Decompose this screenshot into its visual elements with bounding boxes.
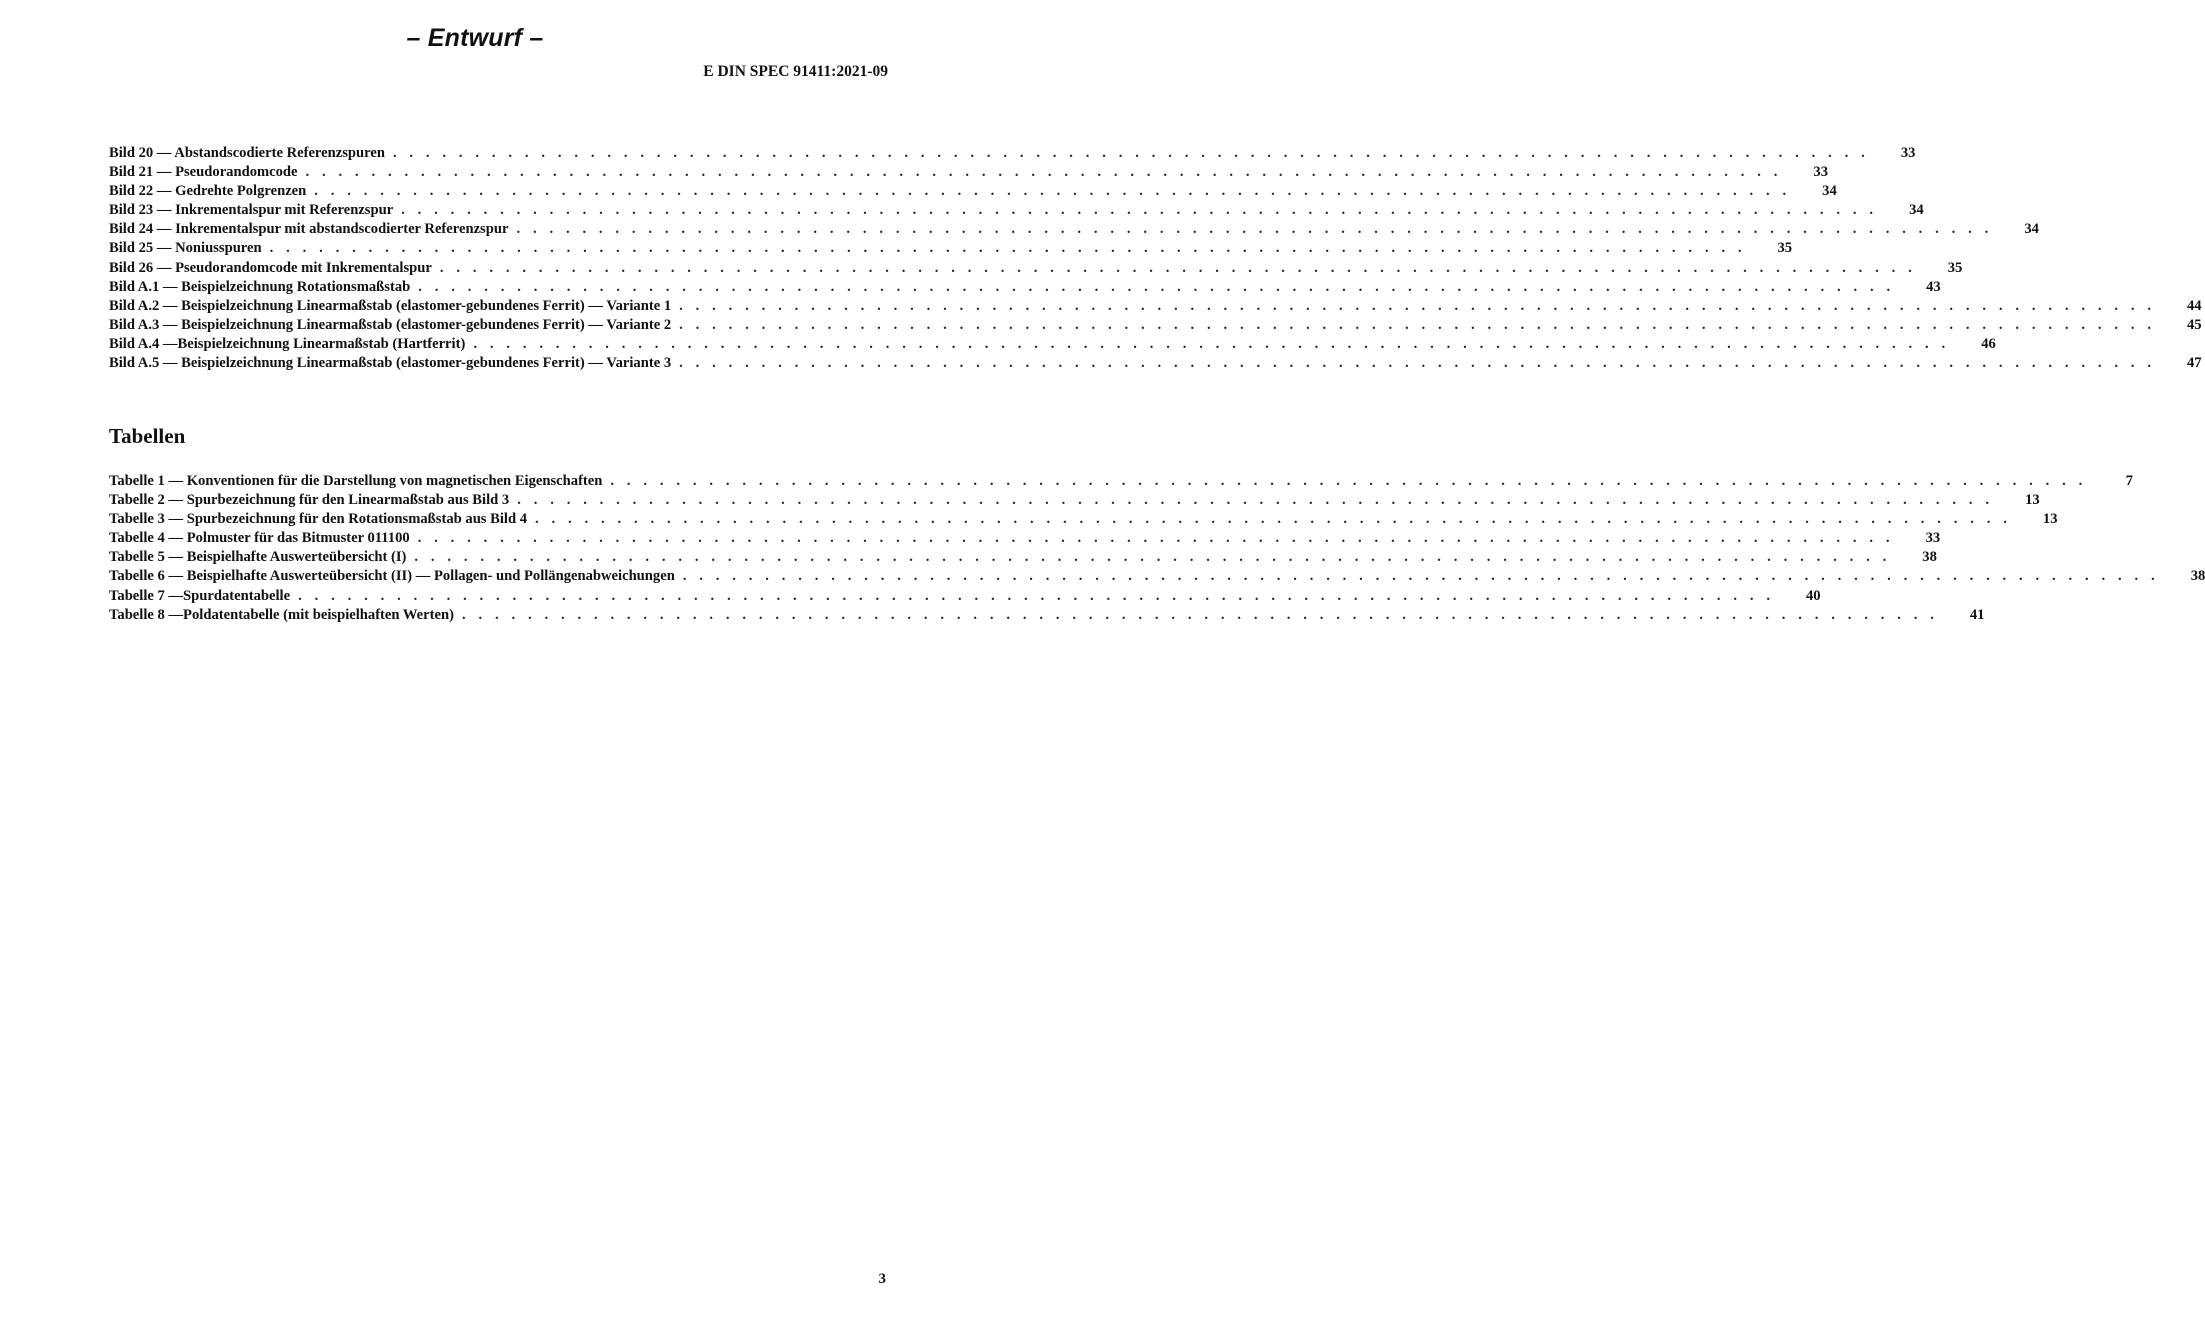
toc-entry-table[interactable] (109, 548, 1937, 567)
toc-entry-page: 35 (1947, 259, 1963, 276)
toc-entry-page: 33 (1900, 145, 1916, 161)
toc-entry-figure[interactable] (109, 201, 1924, 220)
toc-entry-figure[interactable] (109, 316, 2202, 335)
toc-entry-page: 35 (1777, 240, 1793, 257)
toc-entry-table[interactable] (109, 472, 2133, 491)
toc-entry-label: Tabelle 1 — Konventionen für die Darstellung von magnetischen Eigenschaften (109, 473, 603, 489)
toc-entry-label: Tabelle 3 — Spurbezeichnung für den Rotationsmaßstab aus Bild 4 (109, 511, 528, 528)
toc-entry-label: Bild 22 — Gedrehte Polgrenzen (109, 183, 307, 200)
toc-entry-figure[interactable] (109, 182, 1837, 201)
toc-entry-page: 45 (2187, 316, 2202, 333)
toc-entry-table[interactable] (109, 606, 1985, 625)
toc-entry-page: 13 (2042, 511, 2058, 528)
table-list (109, 472, 2205, 625)
toc-entry-page: 33 (1813, 164, 1828, 181)
toc-entry-label: Bild A.3 — Beispielzeichnung Linearmaßstab (elastomer-gebundenes Ferrit) — Variante 2 (109, 316, 672, 333)
dot-leader: . . . . . . . . . . . . . . . . . . . . . . . . . . . . . . . . . . . . . . . . . . . . . . . . . . . . . . . . . . . . . . . . . . . . . . . . . . . . . . . . . . . . . . . . . . (516, 221, 1993, 238)
toc-entry-figure[interactable] (109, 335, 1996, 354)
figure-list (109, 144, 2202, 373)
dot-leader: . . . . . . . . . . . . . . . . . . . . . . . . . . . . . . . . . . . . . . . . . . . . . . . . . . . . . . . . . . . . . . . . . . . . . . . . . . . . . . . . . . . . . . . . . . (305, 164, 1782, 181)
toc-entry-page: 34 (1909, 202, 1924, 219)
toc-entry-label: Bild 24 — Inkrementalspur mit abstandscodierter Referenzspur (109, 221, 509, 238)
page-number: 3 (878, 1271, 886, 1287)
toc-entry-figure[interactable] (109, 278, 1941, 297)
dot-leader: . . . . . . . . . . . . . . . . . . . . . . . . . . . . . . . . . . . . . . . . . . . . . . . . . . . . . . . . . . . . . . . . . . . . . . . . . . . . . . . . . . . . . . . . . . (535, 511, 2012, 528)
toc-entry-page: 34 (2024, 221, 2039, 238)
toc-entry-label: Tabelle 7 —Spurdatentabelle (109, 587, 291, 604)
dot-leader: . . . . . . . . . . . . . . . . . . . . . . . . . . . . . . . . . . . . . . . . . . . . . . . . . . . . . . . . . . . . . . . . . . . . . . . . . . . . . . . . . . . . . . . . . . (610, 473, 2087, 489)
toc-entry-table[interactable] (109, 491, 2040, 510)
toc-entry-page: 40 (1805, 587, 1821, 604)
toc-entry-label: Bild A.4 —Beispielzeichnung Linearmaßstab (Hartferrit) (109, 335, 466, 352)
toc-entry-table[interactable] (109, 567, 2205, 586)
tables-section-heading: Tabellen (109, 424, 186, 448)
toc-entry-page: 38 (1922, 549, 1937, 566)
toc-entry-figure[interactable] (109, 354, 2202, 373)
toc-entry-table[interactable] (109, 587, 1821, 606)
toc-entry-label: Bild A.5 — Beispielzeichnung Linearmaßstab (elastomer-gebundenes Ferrit) — Variante 3 (109, 355, 672, 372)
document-id: E DIN SPEC 91411:2021-09 (703, 63, 888, 80)
toc-entry-figure[interactable] (109, 144, 1916, 163)
toc-entry-label: Tabelle 8 —Poldatentabelle (mit beispielhaften Werten) (109, 606, 454, 623)
dot-leader: . . . . . . . . . . . . . . . . . . . . . . . . . . . . . . . . . . . . . . . . . . . . . . . . . . . . . . . . . . . . . . . . . . . . . . . . . . . . . . . . . . . . . . . . . . (269, 240, 1747, 257)
toc-entry-page: 41 (1969, 606, 1985, 623)
dot-leader: . . . . . . . . . . . . . . . . . . . . . . . . . . . . . . . . . . . . . . . . . . . . . . . . . . . . . . . . . . . . . . . . . . . . . . . . . . . . . . . . . . . . . . . . . . (414, 549, 1891, 566)
toc-entry-page: 38 (2190, 568, 2205, 585)
dot-leader: . . . . . . . . . . . . . . . . . . . . . . . . . . . . . . . . . . . . . . . . . . . . . . . . . . . . . . . . . . . . . . . . . . . . . . . . . . . . . . . . . . . . . . . . . . (418, 278, 1895, 295)
toc-entry-label: Tabelle 5 — Beispielhafte Auswerteübersicht (I) (109, 549, 407, 566)
dot-leader: . . . . . . . . . . . . . . . . . . . . . . . . . . . . . . . . . . . . . . . . . . . . . . . . . . . . . . . . . . . . . . . . . . . . . . . . . . . . . . . . . . . . . . . . . . (517, 492, 1994, 509)
toc-entry-label: Tabelle 4 — Polmuster für das Bitmuster 011100 (109, 530, 410, 547)
dot-leader: . . . . . . . . . . . . . . . . . . . . . . . . . . . . . . . . . . . . . . . . . . . . . . . . . . . . . . . . . . . . . . . . . . . . . . . . . . . . . . . . . . . . . . . . . . (473, 335, 1950, 352)
toc-entry-label: Tabelle 6 — Beispielhafte Auswerteübersicht (II) — Pollagen- und Pollängenabweichungen (109, 568, 675, 585)
toc-entry-figure[interactable] (109, 239, 1793, 258)
toc-entry-page: 44 (2187, 297, 2202, 314)
toc-entry-label: Bild 23 — Inkrementalspur mit Referenzspur (109, 202, 394, 219)
toc-entry-page: 7 (2125, 473, 2133, 489)
toc-entry-label: Bild 25 — Noniusspuren (109, 240, 262, 257)
dot-leader: . . . . . . . . . . . . . . . . . . . . . . . . . . . . . . . . . . . . . . . . . . . . . . . . . . . . . . . . . . . . . . . . . . . . . . . . . . . . . . . . . . . . . . . . . . (439, 259, 1917, 276)
toc-entry-page: 33 (1925, 530, 1941, 547)
dot-leader: . . . . . . . . . . . . . . . . . . . . . . . . . . . . . . . . . . . . . . . . . . . . . . . . . . . . . . . . . . . . . . . . . . . . . . . . . . . . . . . . . . . . . . . . . . (679, 297, 2156, 314)
toc-entry-page: 34 (1822, 183, 1837, 200)
dot-leader: . . . . . . . . . . . . . . . . . . . . . . . . . . . . . . . . . . . . . . . . . . . . . . . . . . . . . . . . . . . . . . . . . . . . . . . . . . . . . . . . . . . . . . . . . . (417, 530, 1895, 547)
toc-entry-page: 13 (2025, 492, 2040, 509)
dot-leader: . . . . . . . . . . . . . . . . . . . . . . . . . . . . . . . . . . . . . . . . . . . . . . . . . . . . . . . . . . . . . . . . . . . . . . . . . . . . . . . . . . . . . . . . . . (679, 316, 2156, 333)
toc-entry-label: Bild 20 — Abstandscodierte Referenzspuren (109, 145, 385, 161)
toc-entry-label: Bild A.2 — Beispielzeichnung Linearmaßstab (elastomer-gebundenes Ferrit) — Variante 1 (109, 297, 672, 314)
dot-leader: . . . . . . . . . . . . . . . . . . . . . . . . . . . . . . . . . . . . . . . . . . . . . . . . . . . . . . . . . . . . . . . . . . . . . . . . . . . . . . . . . . . . . . . . . . (461, 606, 1939, 623)
toc-entry-label: Bild 21 — Pseudorandomcode (109, 164, 298, 181)
toc-entry-label: Bild A.1 — Beispielzeichnung Rotationsmaßstab (109, 278, 411, 295)
toc-entry-figure[interactable] (109, 220, 2039, 239)
toc-entry-label: Tabelle 2 — Spurbezeichnung für den Linearmaßstab aus Bild 3 (109, 492, 510, 509)
dot-leader: . . . . . . . . . . . . . . . . . . . . . . . . . . . . . . . . . . . . . . . . . . . . . . . . . . . . . . . . . . . . . . . . . . . . . . . . . . . . . . . . . . . . . . . . . . (401, 202, 1878, 219)
toc-entry-figure[interactable] (109, 259, 1963, 278)
toc-entry-table[interactable] (109, 529, 1941, 548)
toc-entry-page: 43 (1926, 278, 1941, 295)
dot-leader: . . . . . . . . . . . . . . . . . . . . . . . . . . . . . . . . . . . . . . . . . . . . . . . . . . . . . . . . . . . . . . . . . . . . . . . . . . . . . . . . . . . . . . . . . . (682, 568, 2160, 585)
dot-leader: . . . . . . . . . . . . . . . . . . . . . . . . . . . . . . . . . . . . . . . . . . . . . . . . . . . . . . . . . . . . . . . . . . . . . . . . . . . . . . . . . . . . . . . . . . (314, 183, 1791, 200)
toc-entry-figure[interactable] (109, 163, 1828, 182)
toc-entry-table[interactable] (109, 510, 2058, 529)
dot-leader: . . . . . . . . . . . . . . . . . . . . . . . . . . . . . . . . . . . . . . . . . . . . . . . . . . . . . . . . . . . . . . . . . . . . . . . . . . . . . . . . . . . . . . . . . . (298, 587, 1775, 604)
dot-leader: . . . . . . . . . . . . . . . . . . . . . . . . . . . . . . . . . . . . . . . . . . . . . . . . . . . . . . . . . . . . . . . . . . . . . . . . . . . . . . . . . . . . . . . . . . (392, 145, 1870, 161)
toc-entry-page: 46 (1981, 335, 1996, 352)
toc-entry-label: Bild 26 — Pseudorandomcode mit Inkrementalspur (109, 259, 432, 276)
draft-watermark-title: – Entwurf – (406, 24, 544, 52)
toc-entry-page: 47 (2187, 355, 2202, 372)
toc-entry-figure[interactable] (109, 297, 2202, 316)
dot-leader: . . . . . . . . . . . . . . . . . . . . . . . . . . . . . . . . . . . . . . . . . . . . . . . . . . . . . . . . . . . . . . . . . . . . . . . . . . . . . . . . . . . . . . . . . . (679, 355, 2156, 372)
